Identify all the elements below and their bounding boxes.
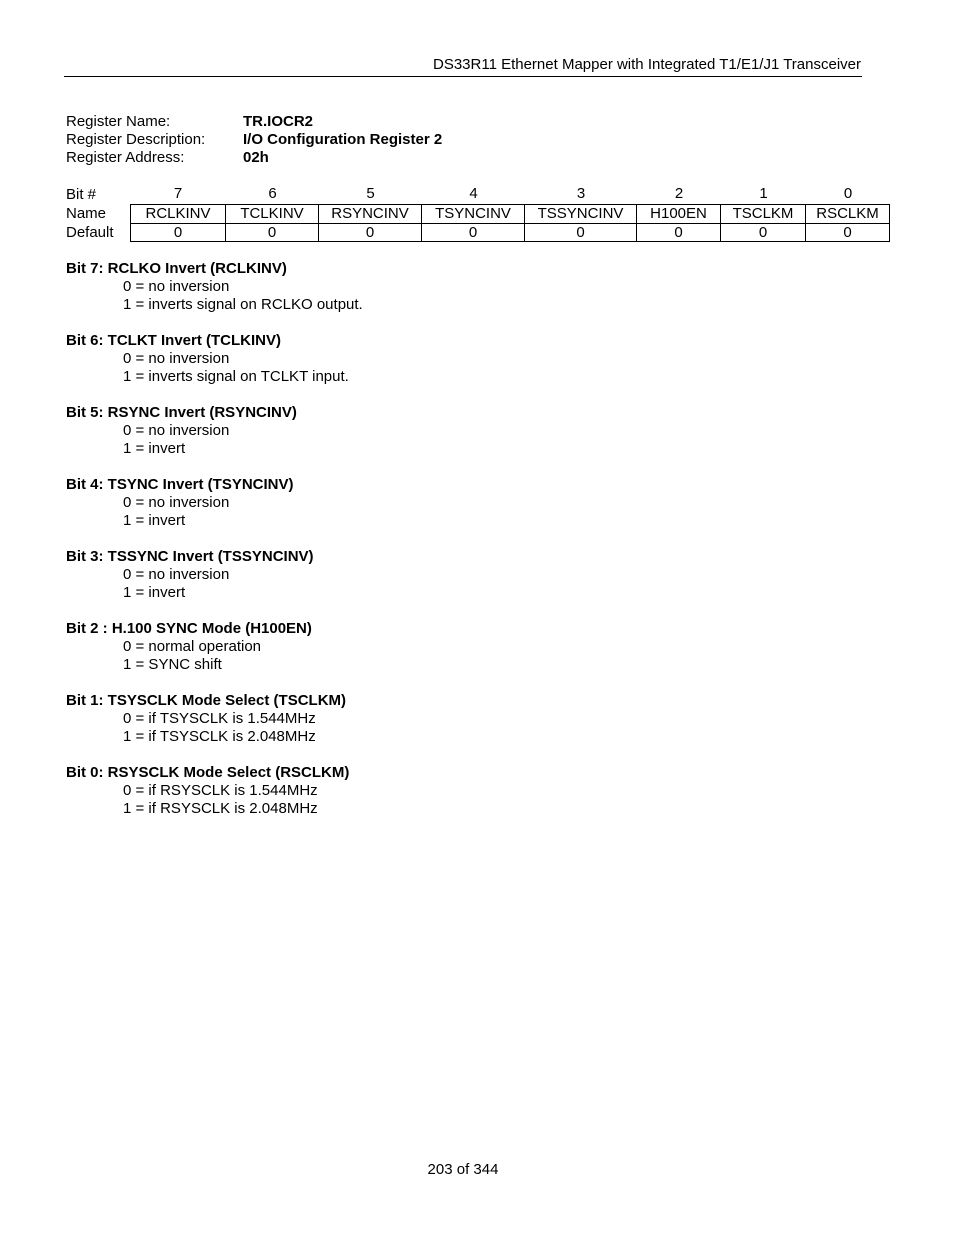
bit-description-option: 1 = invert: [123, 440, 186, 457]
bit-default-cell: 0: [721, 223, 806, 242]
bit-description-option: 0 = no inversion: [123, 278, 230, 295]
bit-number-cell: 2: [674, 185, 684, 202]
register-description-row: [66, 131, 442, 149]
bit-default-cell: 0: [319, 223, 422, 242]
bit-descriptions: [66, 260, 363, 836]
bit-description-section: [66, 692, 363, 764]
register-name-label: Register Name:: [66, 113, 171, 130]
bit-name-cell: TCLKINV: [226, 204, 319, 223]
register-address-row: [66, 149, 442, 167]
bit-description-option: 0 = no inversion: [123, 494, 230, 511]
bit-name-cell: RSYNCINV: [319, 204, 422, 223]
bit-description-section: [66, 620, 363, 692]
bit-description-heading: Bit 2 : H.100 SYNC Mode (H100EN): [66, 620, 312, 637]
bit-description-section: [66, 476, 363, 548]
bit-name-cell: TSSYNCINV: [525, 204, 637, 223]
bit-description-section: [66, 548, 363, 620]
bit-description-option: 1 = invert: [123, 512, 186, 529]
bit-default-label: Default: [66, 224, 114, 241]
register-address-label: Register Address:: [66, 149, 185, 166]
register-description-label: Register Description:: [66, 131, 206, 148]
bit-default-cell: 0: [525, 223, 637, 242]
bit-default-cell: 0: [806, 223, 890, 242]
bit-description-heading: Bit 3: TSSYNC Invert (TSSYNCINV): [66, 548, 314, 565]
bit-description-heading: Bit 7: RCLKO Invert (RCLKINV): [66, 260, 287, 277]
bit-default-cell: 0: [130, 223, 226, 242]
bit-description-section: [66, 332, 363, 404]
bit-description-option: 0 = no inversion: [123, 350, 230, 367]
page-number: 203 of 344: [427, 1161, 499, 1178]
bit-number-cell: 5: [366, 185, 375, 202]
register-address-value: 02h: [243, 149, 269, 166]
bit-description-section: [66, 260, 363, 332]
bit-description-heading: Bit 5: RSYNC Invert (RSYNCINV): [66, 404, 297, 421]
bit-description-heading: Bit 0: RSYSCLK Mode Select (RSCLKM): [66, 764, 350, 781]
bit-default-cell: 0: [226, 223, 319, 242]
bit-description-option: 0 = normal operation: [123, 638, 262, 655]
bit-description-section: [66, 764, 363, 836]
register-name-row: [66, 113, 442, 131]
bit-description-option: 1 = inverts signal on TCLKT input.: [123, 368, 349, 385]
bit-description-option: 0 = no inversion: [123, 566, 230, 583]
bit-name-cell: RSCLKM: [806, 204, 890, 223]
bit-description-option: 1 = if RSYSCLK is 2.048MHz: [123, 800, 318, 817]
bit-number-label: Bit #: [66, 186, 97, 203]
bit-description-heading: Bit 1: TSYSCLK Mode Select (TSCLKM): [66, 692, 347, 709]
bit-default-cell: 0: [422, 223, 525, 242]
bit-description-heading: Bit 6: TCLKT Invert (TCLKINV): [66, 332, 281, 349]
bit-name-label: Name: [66, 205, 107, 222]
bit-description-option: 1 = invert: [123, 584, 186, 601]
bit-number-cell: 7: [173, 185, 183, 202]
bit-number-cell: 4: [469, 185, 478, 202]
document-header-title: DS33R11 Ethernet Mapper with Integrated T1/E1/J1 Transceiver: [432, 56, 861, 73]
bit-name-cell: H100EN: [637, 204, 721, 223]
register-info: [66, 113, 442, 167]
bit-number-cell: 3: [576, 185, 586, 202]
header-rule: [64, 76, 862, 77]
bit-description-option: 0 = if RSYSCLK is 1.544MHz: [123, 782, 318, 799]
bit-description-option: 1 = SYNC shift: [123, 656, 222, 673]
register-name-value: TR.IOCR2: [243, 113, 314, 130]
bit-description-option: 1 = inverts signal on RCLKO output.: [123, 296, 363, 313]
bit-description-heading: Bit 4: TSYNC Invert (TSYNCINV): [66, 476, 294, 493]
bit-description-option: 0 = no inversion: [123, 422, 230, 439]
bit-number-cell: 6: [268, 185, 277, 202]
bit-description-section: [66, 404, 363, 476]
bit-number-cell: 0: [843, 185, 853, 202]
register-description-value: I/O Configuration Register 2: [243, 131, 443, 148]
bit-name-cell: TSYNCINV: [422, 204, 525, 223]
bit-description-option: 1 = if TSYSCLK is 2.048MHz: [123, 728, 316, 745]
bit-default-cell: 0: [637, 223, 721, 242]
bit-description-option: 0 = if TSYSCLK is 1.544MHz: [123, 710, 316, 727]
bit-name-cell: TSCLKM: [721, 204, 806, 223]
bit-number-cell: 1: [759, 185, 768, 202]
bit-name-cell: RCLKINV: [130, 204, 226, 223]
